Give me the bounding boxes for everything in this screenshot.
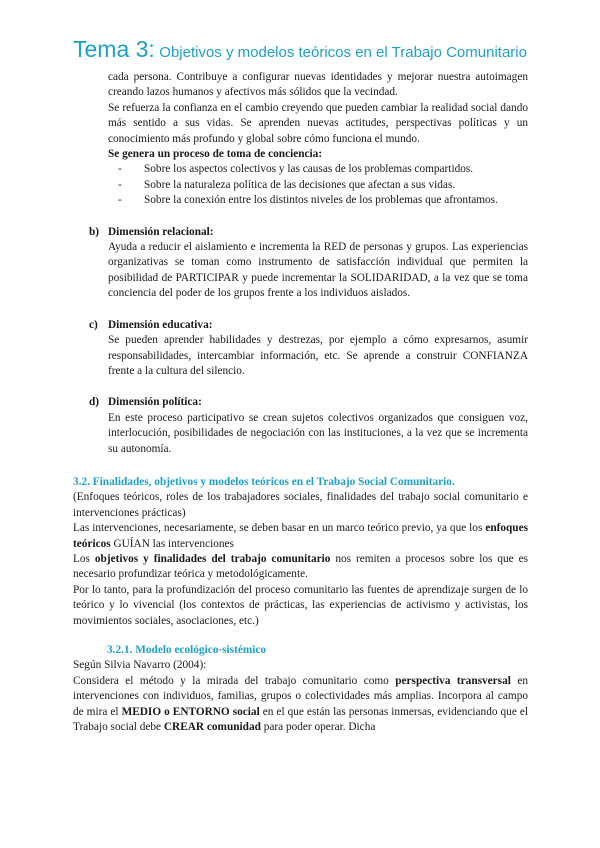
dimension-educational-text: Se pueden aprender habilidades y destrezas, por ejemplo a cómo expresarnos, asumir responsabilidades, intercambiar información, etc. Se aprende a construir CONFIANZA frente a la cultura del silencio. xyxy=(108,334,528,377)
page-header xyxy=(73,36,527,63)
header-prefix: Tema 3: xyxy=(73,36,155,62)
bold-text: enfoques teóricos xyxy=(73,522,528,550)
dimension-title: Dimensión política: xyxy=(108,396,202,409)
bold-text: perspectiva transversal xyxy=(395,674,511,687)
dimension-title: Dimensión educativa: xyxy=(108,318,213,331)
subsection-heading: 3.2.1. Modelo ecológico-sistémico xyxy=(107,644,267,656)
section-paragraph-1: (Enfoques teóricos, roles de los trabajadores sociales, finalidades del trabajo social comunitario e intervenciones prácticas) xyxy=(73,491,528,519)
list-item: - Sobre la naturaleza política de las decisiones que afectan a sus vidas. xyxy=(118,178,528,193)
text-span: para poder operar. Dicha xyxy=(260,721,376,734)
awareness-heading: Se genera un proceso de toma de conciencia: xyxy=(108,148,323,161)
intro-paragraph-1: cada persona. Contribuye a configurar nuevas identidades y mejorar nuestra autoimagen creando lazos humanos y afectivos más sólidos que la vecindad. xyxy=(108,71,528,99)
dimension-educational-heading xyxy=(89,318,528,333)
dimension-relational-text: Ayuda a reducir el aislamiento e incrementa la RED de personas y grupos. Las experiencias organizativas se toman como instrumento de satisfacción individual que permiten la posibilidad de PARTICIPAR y puede incrementar la SOLIDARIDAD, a la vez que se toma conciencia del poder de los grupos frente a los individuos aislados. xyxy=(108,241,528,300)
text-span: Los xyxy=(73,552,95,565)
awareness-list xyxy=(73,162,528,208)
text-span: nos remiten a procesos sobre los que es necesario profundizar teórica y metodológicamente. xyxy=(73,552,528,581)
dimension-political-text: En este proceso participativo se crean sujetos colectivos organizados que consiguen voz, interlocución, posibilidades de negociación con las instituciones, a la vez que se incrementa su autonomía. xyxy=(108,411,528,455)
text-span: Considera el método y la mirada del trabajo comunitario como xyxy=(73,674,396,687)
bold-text: CREAR comunidad xyxy=(163,721,261,734)
document-body xyxy=(73,70,528,735)
bold-text: objetivos y finalidades del trabajo comunitario xyxy=(94,552,331,565)
text-span: en intervenciones con individuos, familias, grupos o colectividades más amplias. Incorpora al campo de mira el xyxy=(73,674,528,718)
subsection-source: Según Silvia Navarro (2004): xyxy=(73,659,207,672)
intro-paragraph-2: Se refuerza la confianza en el cambio creyendo que pueden cambiar la realidad social dando más sentido a sus vidas. Se aprenden nuevas actitudes, perspectivas políticas y un conocimiento más profundo y global sobre cómo funciona el mundo. xyxy=(108,101,528,145)
list-item: - Sobre los aspectos colectivos y las causas de los problemas compartidos. xyxy=(118,162,528,177)
bold-text: MEDIO o ENTORNO social xyxy=(121,705,260,718)
dimension-letter: b) xyxy=(89,225,100,238)
section-paragraph-3 xyxy=(73,552,528,583)
section-paragraph-4: Por lo tanto, para la profundización del proceso comunitario las fuentes de aprendizaje surgen de lo teórico y lo vivencial (los contextos de prácticas, las experiencias de activismo y activistas, los movimientos sociales, asociaciones, etc.) xyxy=(73,583,528,627)
dimension-title: Dimensión relacional: xyxy=(108,225,214,238)
text-span: en el que están las personas inmersas, evidenciando que el Trabajo social debe xyxy=(73,705,529,734)
intro-block xyxy=(108,70,528,209)
dimension-political-heading xyxy=(89,395,528,410)
text-span: Las intervenciones, necesariamente, se deben basar en un marco teórico previo, ya que los xyxy=(73,522,486,535)
section-heading: 3.2. Finalidades, objetivos y modelos teóricos en el Trabajo Social Comunitario. xyxy=(73,475,455,488)
subsection-paragraph xyxy=(73,674,528,736)
text-span: GUÍAN las intervenciones xyxy=(110,537,234,550)
dimension-letter: d) xyxy=(89,396,100,409)
section-paragraph-2 xyxy=(73,521,528,552)
dimension-relational-heading xyxy=(89,225,528,240)
list-item: - Sobre la conexión entre los distintos niveles de los problemas que afrontamos. xyxy=(118,193,528,208)
header-title: Objetivos y modelos teóricos en el Trabajo Comunitario xyxy=(159,44,527,61)
dimension-letter: c) xyxy=(89,318,98,331)
